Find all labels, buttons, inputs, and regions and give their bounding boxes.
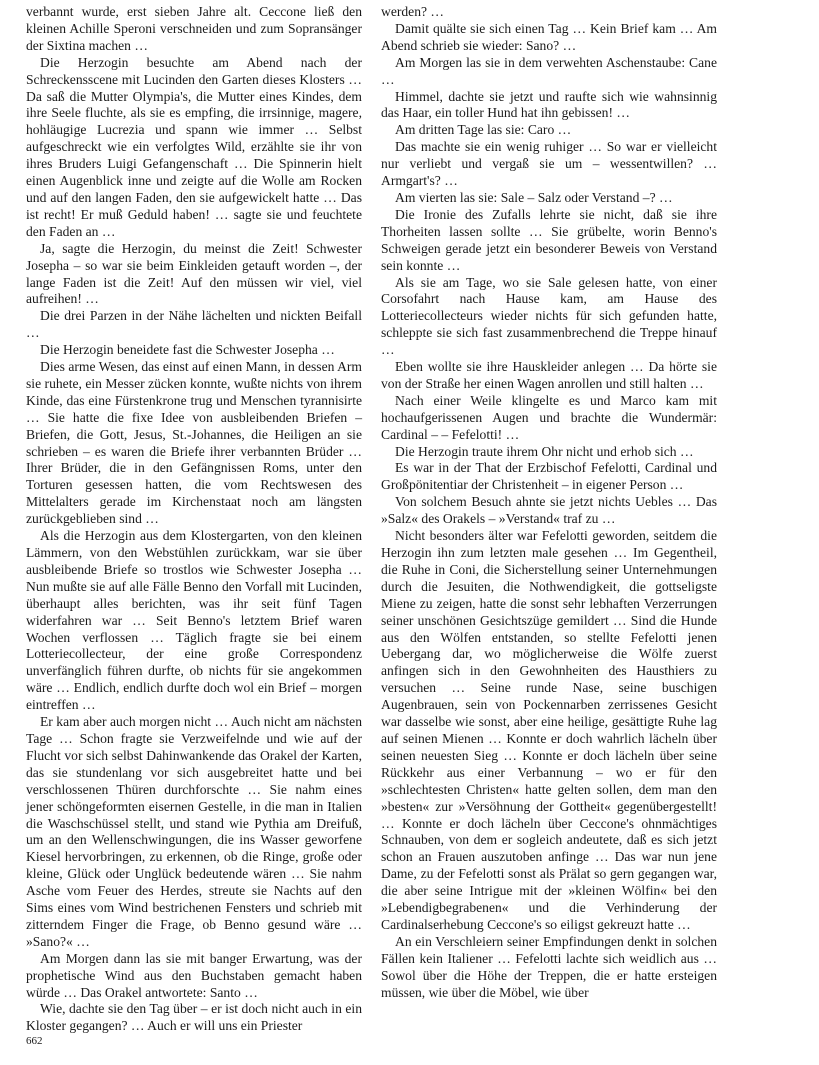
paragraph: Die Ironie des Zufalls lehrte sie nicht, daß sie ihre Thorheiten lassen sollte … Sie grübelte, worin Benno's Schweigen gerade jetzt ein besonderer Beweis von Verstand sein konnte … (381, 206, 717, 273)
left-text-column (26, 4, 362, 1035)
paragraph: An ein Verschleiern seiner Empfindungen denkt in solchen Fällen kein Italiener … Fefelotti lachte sich weidlich aus … Sowol über die Höhe der Treppen, die er hatte ersteigen müssen, wie über die Möbel, wie über (381, 933, 717, 1000)
paragraph: Eben wollte sie ihre Hauskleider anlegen … Da hörte sie von der Straße her einen Wagen anrollen und still halten … (381, 359, 717, 391)
paragraph: Damit quälte sie sich einen Tag … Kein Brief kam … Am Abend schrieb sie wieder: Sano? … (381, 20, 717, 53)
paragraph: Nach einer Weile klingelte es und Marco kam mit hochaufgerissenen Augen und brachte die Wundermär: Cardinal – – Fefelotti! … (381, 392, 717, 442)
paragraph: Am Morgen dann las sie mit banger Erwartung, was der prophetische Wind aus den Buchstaben gemacht haben würde … Das Orakel antwortete: Santo … (26, 950, 362, 1000)
paragraph: Er kam aber auch morgen nicht … Auch nicht am nächsten Tage … Schon fragte sie Verzweifelnde und wie auf der Flucht vor sich selbst Dahinwankende das Orakel der Karten, das sie stundenlang vor sich ausgebreitet hatte und bei verschlossenen Thüren durchforschte … Sie nahm eines jener schöngeformten eisernen Gestelle, in die man in Italien die Waschschüssel stellt, und stand wie Pythia am Dreifuß, um an den Wellenschwingungen, die ins Wasser geworfene Kiesel hervorbringen, zu erkennen, ob die Ringe, große oder kleine, Glück oder Unglück bedeutende wären … Sie nahm Asche vom Feuer des Herdes, streute sie Nachts auf den Sims eines vom Wind bestrichenen Fensters und schrieb mit zitterndem Finger die Frage, ob Benno gesund wäre … »Sano?« … (26, 714, 362, 949)
paragraph: Es war in der That der Erzbischof Fefelotti, Cardinal und Großpönitentiar der Christenheit – in eigener Person … (381, 460, 717, 493)
paragraph: Die drei Parzen in der Nähe lächelten und nickten Beifall … (26, 308, 362, 341)
paragraph: werden? … (381, 4, 445, 19)
paragraph: Die Herzogin besuchte am Abend nach der Schreckensscene mit Lucinden den Garten dieses Klosters … Da saß die Mutter Olympia's, die Mutter eines Kindes, dem ihre Seele fluchte, als sie es empfing, die irrsinnige, magere, hohläugige Lucrezia und spann wie immer … Selbst aufgeschreckt wie ein verfolgtes Wild, erzählte sie ihr von ihres Bruders Luigi Gefangenschaft … Die Spinnerin hielt einen Augenblick inne und zeigte auf die Wolle am Rocken und auf den langen Faden, den sie aufgewickelt hatte … Das ist recht! Er muß Geduld haben! … sagte sie und feuchtete den Faden an … (26, 54, 362, 239)
paragraph: Am Morgen las sie in dem verwehten Aschenstaube: Cane … (381, 54, 717, 87)
paragraph: Am dritten Tage las sie: Caro … (395, 122, 572, 138)
paragraph: Die Herzogin beneidete fast die Schwester Josepha … (40, 342, 335, 358)
paragraph: verbannt wurde, erst sieben Jahre alt. Ceccone ließ den kleinen Achille Speroni verschneiden und zum Sopransänger der Sixtina machen … (26, 4, 362, 53)
paragraph: Wie, dachte sie den Tag über – er ist doch nicht auch in ein Kloster gegangen? … Auch er will uns ein Priester (26, 1001, 362, 1034)
paragraph: Als die Herzogin aus dem Klostergarten, von den kleinen Lämmern, von den Webstühlen zurückkam, war sie über ausbleibende Briefe so trostlos wie Schwester Josepha … Nun mußte sie auf alle Fälle Benno den Vorfall mit Lucinden, überhaupt alles berichten, was ihr seit fünf Tagen widerfahren war … Seit Benno's letztem Brief waren Wochen verflossen … Täglich fragte sie bei einem Lotteriecollecteur, der eine große Correspondenz unverfänglich führen durfte, ob nichts für sie angekommen wäre … Endlich, endlich durfte doch wol ein Brief – morgen eintreffen … (26, 528, 362, 713)
paragraph: Von solchem Besuch ahnte sie jetzt nichts Uebles … Das »Salz« des Orakels – »Verstand« traf zu … (381, 494, 717, 527)
paragraph: Die Herzogin traute ihrem Ohr nicht und erhob sich … (395, 443, 694, 459)
right-text-column (381, 4, 717, 1001)
page-number: 662 (26, 1035, 43, 1047)
paragraph: Nicht besonders älter war Fefelotti geworden, seitdem die Herzogin ihn zum letzten male gesehen … Im Gegentheil, die Ruhe in Coni, die Sicherstellung seiner Unternehmungen durch die Jesuiten, die Nothwendigkeit, die gottseligste Miene zu zeigen, hatte die sonst sehr lebhaften Verzerrungen seiner unschönen Gesichtszüge gemildert … Sind die Hunde aus den Wölfen entstanden, so stellte Fefelotti jenen Uebergang dar, wo möglicherweise die Wölfe zuerst anfingen sich in den Gewohnheiten des Hausthiers zu versuchen … Seine runde Nase, seine buschigen Augenbrauen, sein von Pockennarben zerrissenes Gesicht war dasselbe wie sonst, aber eine heilige, gesättigte Ruhe lag auf seinen Mienen … Konnte er doch wahrlich lächeln über seinen neuesten Sieg … Konnte er doch lächeln über seine Rückkehr aus einer Verbannung – wo er für den »schlechtesten Christen« hatte gelten sollen, dem man den »besten« zur »Versöhnung der Gottheit« gegenübergestellt! … Konnte er doch lächeln über Ceccone's ohnmächtiges Schnauben, von dem er sogleich andeutete, daß es sich jetzt schon an Frauen auszutoben anfinge … Das war nun jene Dame, zu der Fefelotti sonst als Prälat so gern gegangen war, die aber seine Intrigue mit der »kleinen Wölfin« bei den »Lebendigbegrabenen« und die Verhinderung der Cardinalserhebung Ceccone's so eiligst gekreuzt hatte … (381, 528, 717, 932)
paragraph: Als sie am Tage, wo sie Sale gelesen hatte, von einer Corsofahrt nach Hause kam, am Hause des Lotteriecollecteurs wieder nichts für sich gefunden hatte, schleppte sie sich fast zusammenbrechend die Treppe hinauf … (381, 274, 717, 358)
paragraph: Dies arme Wesen, das einst auf einen Mann, in dessen Arm sie ruhete, ein Messer zücken konnte, wußte nichts von ihrem Kinde, das eine Fürstenkrone trug und Menschen tyrannisirte … Sie hatte die fixe Idee von ausbleibenden Briefen – Briefen, die Gott, Jesus, St.-Johannes, die Heiligen an sie schrieben – es waren die Briefe ihrer verbannten Brüder … Ihrer Brüder, die in den Gefängnissen Roms, unter den Torturen gesessen hatten, die vom Rechtswesen des Mittelalters gerade im Kirchenstaat noch am längsten zurückgeblieben sind … (26, 359, 362, 527)
paragraph: Himmel, dachte sie jetzt und raufte sich wie wahnsinnig das Haar, ein toller Hund hat ihn gebissen! … (381, 88, 717, 121)
paragraph: Das machte sie ein wenig ruhiger … So war er vielleicht nur verliebt und vergaß sie um – wessentwillen? … Armgart's? … (381, 139, 717, 189)
paragraph: Am vierten las sie: Sale – Salz oder Verstand –? … (395, 189, 673, 205)
paragraph: Ja, sagte die Herzogin, du meinst die Zeit! Schwester Josepha – so war sie beim Einkleiden getauft worden –, der lange Faden ist die Zeit! Auf den müssen wir viel, viel aufreihen! … (26, 240, 362, 307)
